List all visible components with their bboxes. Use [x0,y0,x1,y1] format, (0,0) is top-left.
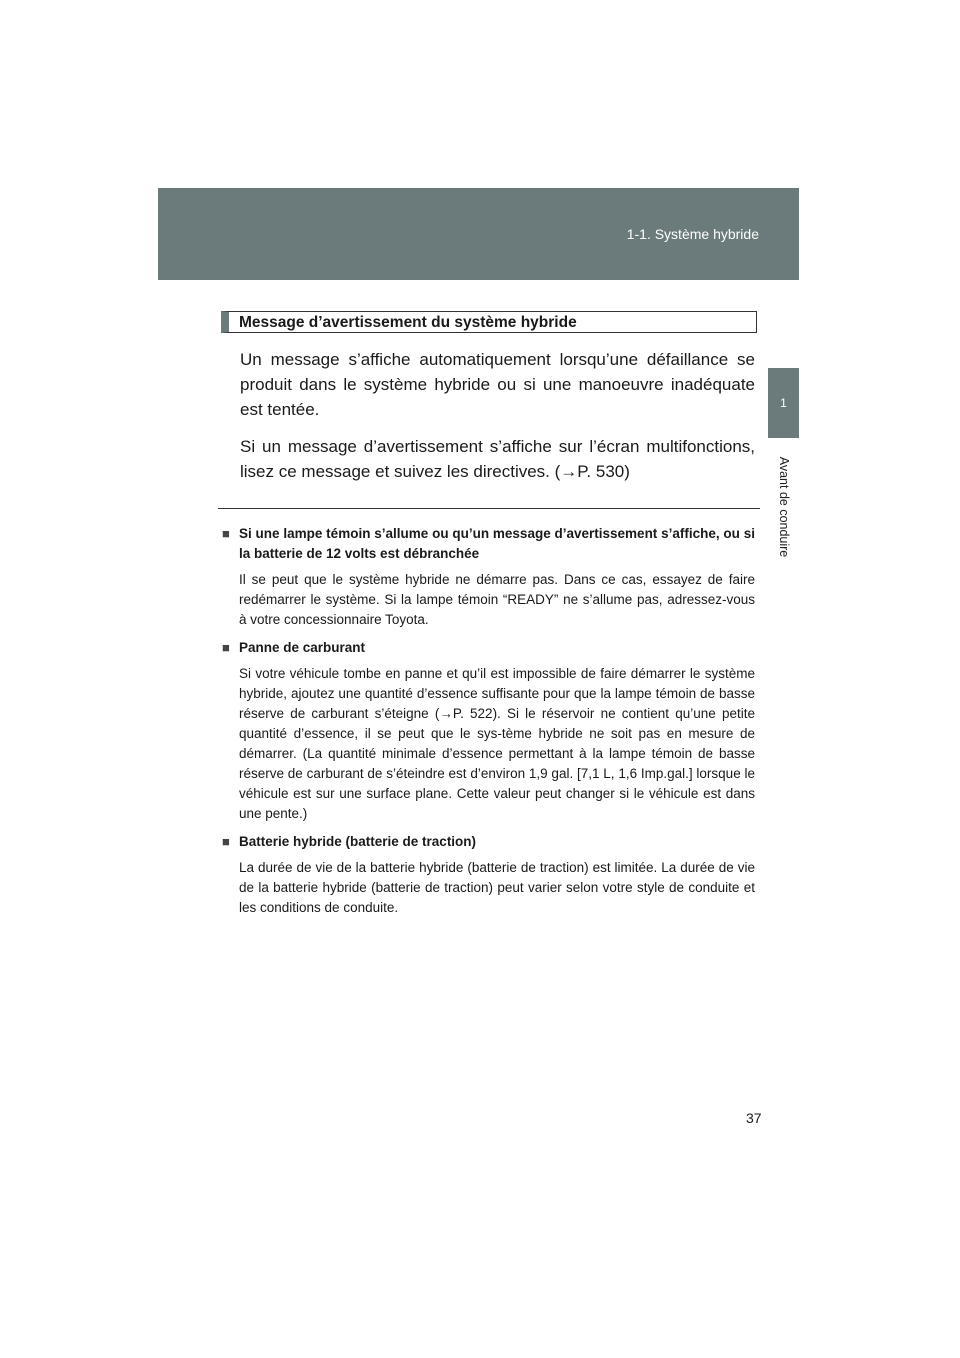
note-item [222,638,755,824]
note-title [222,832,755,852]
note-title [222,524,755,564]
page-number: 37 [746,1110,762,1126]
note-title [222,638,755,658]
note-body: La durée de vie de la batterie hybride (batterie de traction) est limitée. La durée de vie de la batterie hybride (batterie de traction) peut varier selon votre style de conduite et les conditions de conduite. [239,860,755,915]
notes-list [222,524,755,926]
square-bullet-icon: ■ [222,834,230,849]
intro-paragraph-1: Un message s’affiche automatiquement lorsqu’une défaillance se produit dans le système hybride ou si une manoeuvre inadéquate est tentée. [240,350,755,419]
section-heading: 1-1. Système hybride [626,226,759,242]
square-bullet-icon: ■ [222,526,230,541]
note-title-text: Si une lampe témoin s’allume ou qu’un message d’avertissement s’affiche, ou si la batterie de 12 volts est débranchée [239,526,755,561]
divider [218,508,760,509]
note-item [222,832,755,918]
note-body: Il se peut que le système hybride ne démarre pas. Dans ce cas, essayez de faire redémarrer le système. Si la lampe témoin “READY” ne s’allume pas, adressez-vous à votre concessionnaire Toyota. [239,572,755,627]
note-title-text: Panne de carburant [239,640,366,655]
note-body: Si votre véhicule tombe en panne et qu’il est impossible de faire démarrer le système hybride, ajoutez une quantité d’essence suffisante pour que la lampe témoin de basse réserve de carburant s’éteigne (→P. 522). Si le réservoir ne contient qu’une petite quantité d’essence, il se peut que le sys-tème hybride ne soit pas en mesure de démarrer. (La quantité minimale d’essence permettant à la lampe témoin de basse réserve de carburant de s’éteindre est d’environ 1,9 gal. [7,1 L, 1,6 Imp.gal.] lorsque le véhicule est sur une surface plane. Cette valeur peut changer si le véhicule est dans une pente.) [239,666,755,821]
chapter-label-container [768,448,799,566]
header-band [158,188,799,280]
intro-paragraph-2: Si un message d’avertissement s’affiche sur l’écran multifonctions, lisez ce message et suivez les directives. (→P. 530) [240,437,755,481]
section-title-box [221,311,757,333]
chapter-number: 1 [780,396,787,410]
note-title-text: Batterie hybride (batterie de traction) [239,834,477,849]
square-bullet-icon: ■ [222,640,230,655]
section-title: Message d’avertissement du système hybride [239,314,577,331]
chapter-tab [768,368,799,438]
note-item [222,524,755,630]
chapter-label: Avant de conduire [776,456,791,558]
